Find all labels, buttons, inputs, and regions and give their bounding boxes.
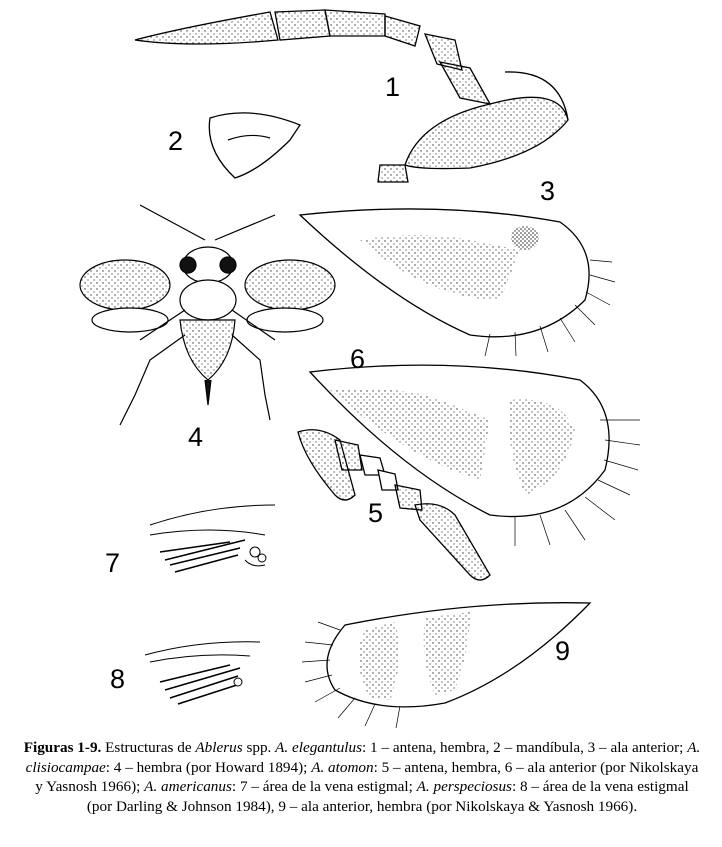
caption-species: A. elegantulus (275, 739, 363, 756)
antenna-figure-1 (135, 10, 568, 182)
caption-species: A. perspeciosus (416, 778, 512, 795)
caption-text: spp. (242, 739, 276, 756)
mandible-figure-2 (209, 113, 300, 178)
caption-label: Figuras 1-9. (23, 739, 102, 756)
caption-text: : 5 – antena, hembra, 6 – ala anterior (por Nikolskaya y Yasnosh 1966); (35, 758, 699, 795)
figure-number-6: 6 (350, 344, 366, 374)
figure-number-5: 5 (368, 498, 384, 528)
figure-number-1: 1 (385, 72, 401, 102)
figure-number-2: 2 (168, 126, 184, 156)
caption-species: A. atomon (311, 758, 374, 776)
stigmal-vein-area-figure-7 (150, 505, 275, 572)
figure-number-3: 3 (540, 176, 556, 206)
caption-text: : 1 – antena, hembra, 2 – mandíbula, 3 – ala anterior; (362, 739, 688, 756)
caption-text: : 8 – área de la vena estigmal (por Darling & Johnson 1984), 9 – ala anterior, hembra (por Nikolskaya & Yasnosh 1966). (86, 778, 689, 815)
caption-text: : 7 – área de la vena estigmal; (231, 778, 417, 795)
caption-text: Estructuras de (101, 739, 196, 756)
female-habitus-figure-4 (80, 205, 335, 425)
caption-species: A. clisiocampae (25, 739, 701, 776)
forewing-figure-3 (300, 209, 615, 356)
caption-species: A. americanus (144, 778, 232, 795)
figure-caption (22, 738, 702, 816)
figure-number-8: 8 (110, 664, 126, 694)
figure-number-9: 9 (555, 636, 571, 666)
forewing-figure-9 (302, 603, 590, 728)
caption-text: : 4 – hembra (por Howard 1894); (105, 758, 312, 776)
figure-number-4: 4 (188, 422, 204, 452)
stigmal-vein-area-figure-8 (145, 642, 260, 704)
caption-genus: Ablerus (195, 739, 243, 756)
figure-number-7: 7 (105, 548, 121, 578)
